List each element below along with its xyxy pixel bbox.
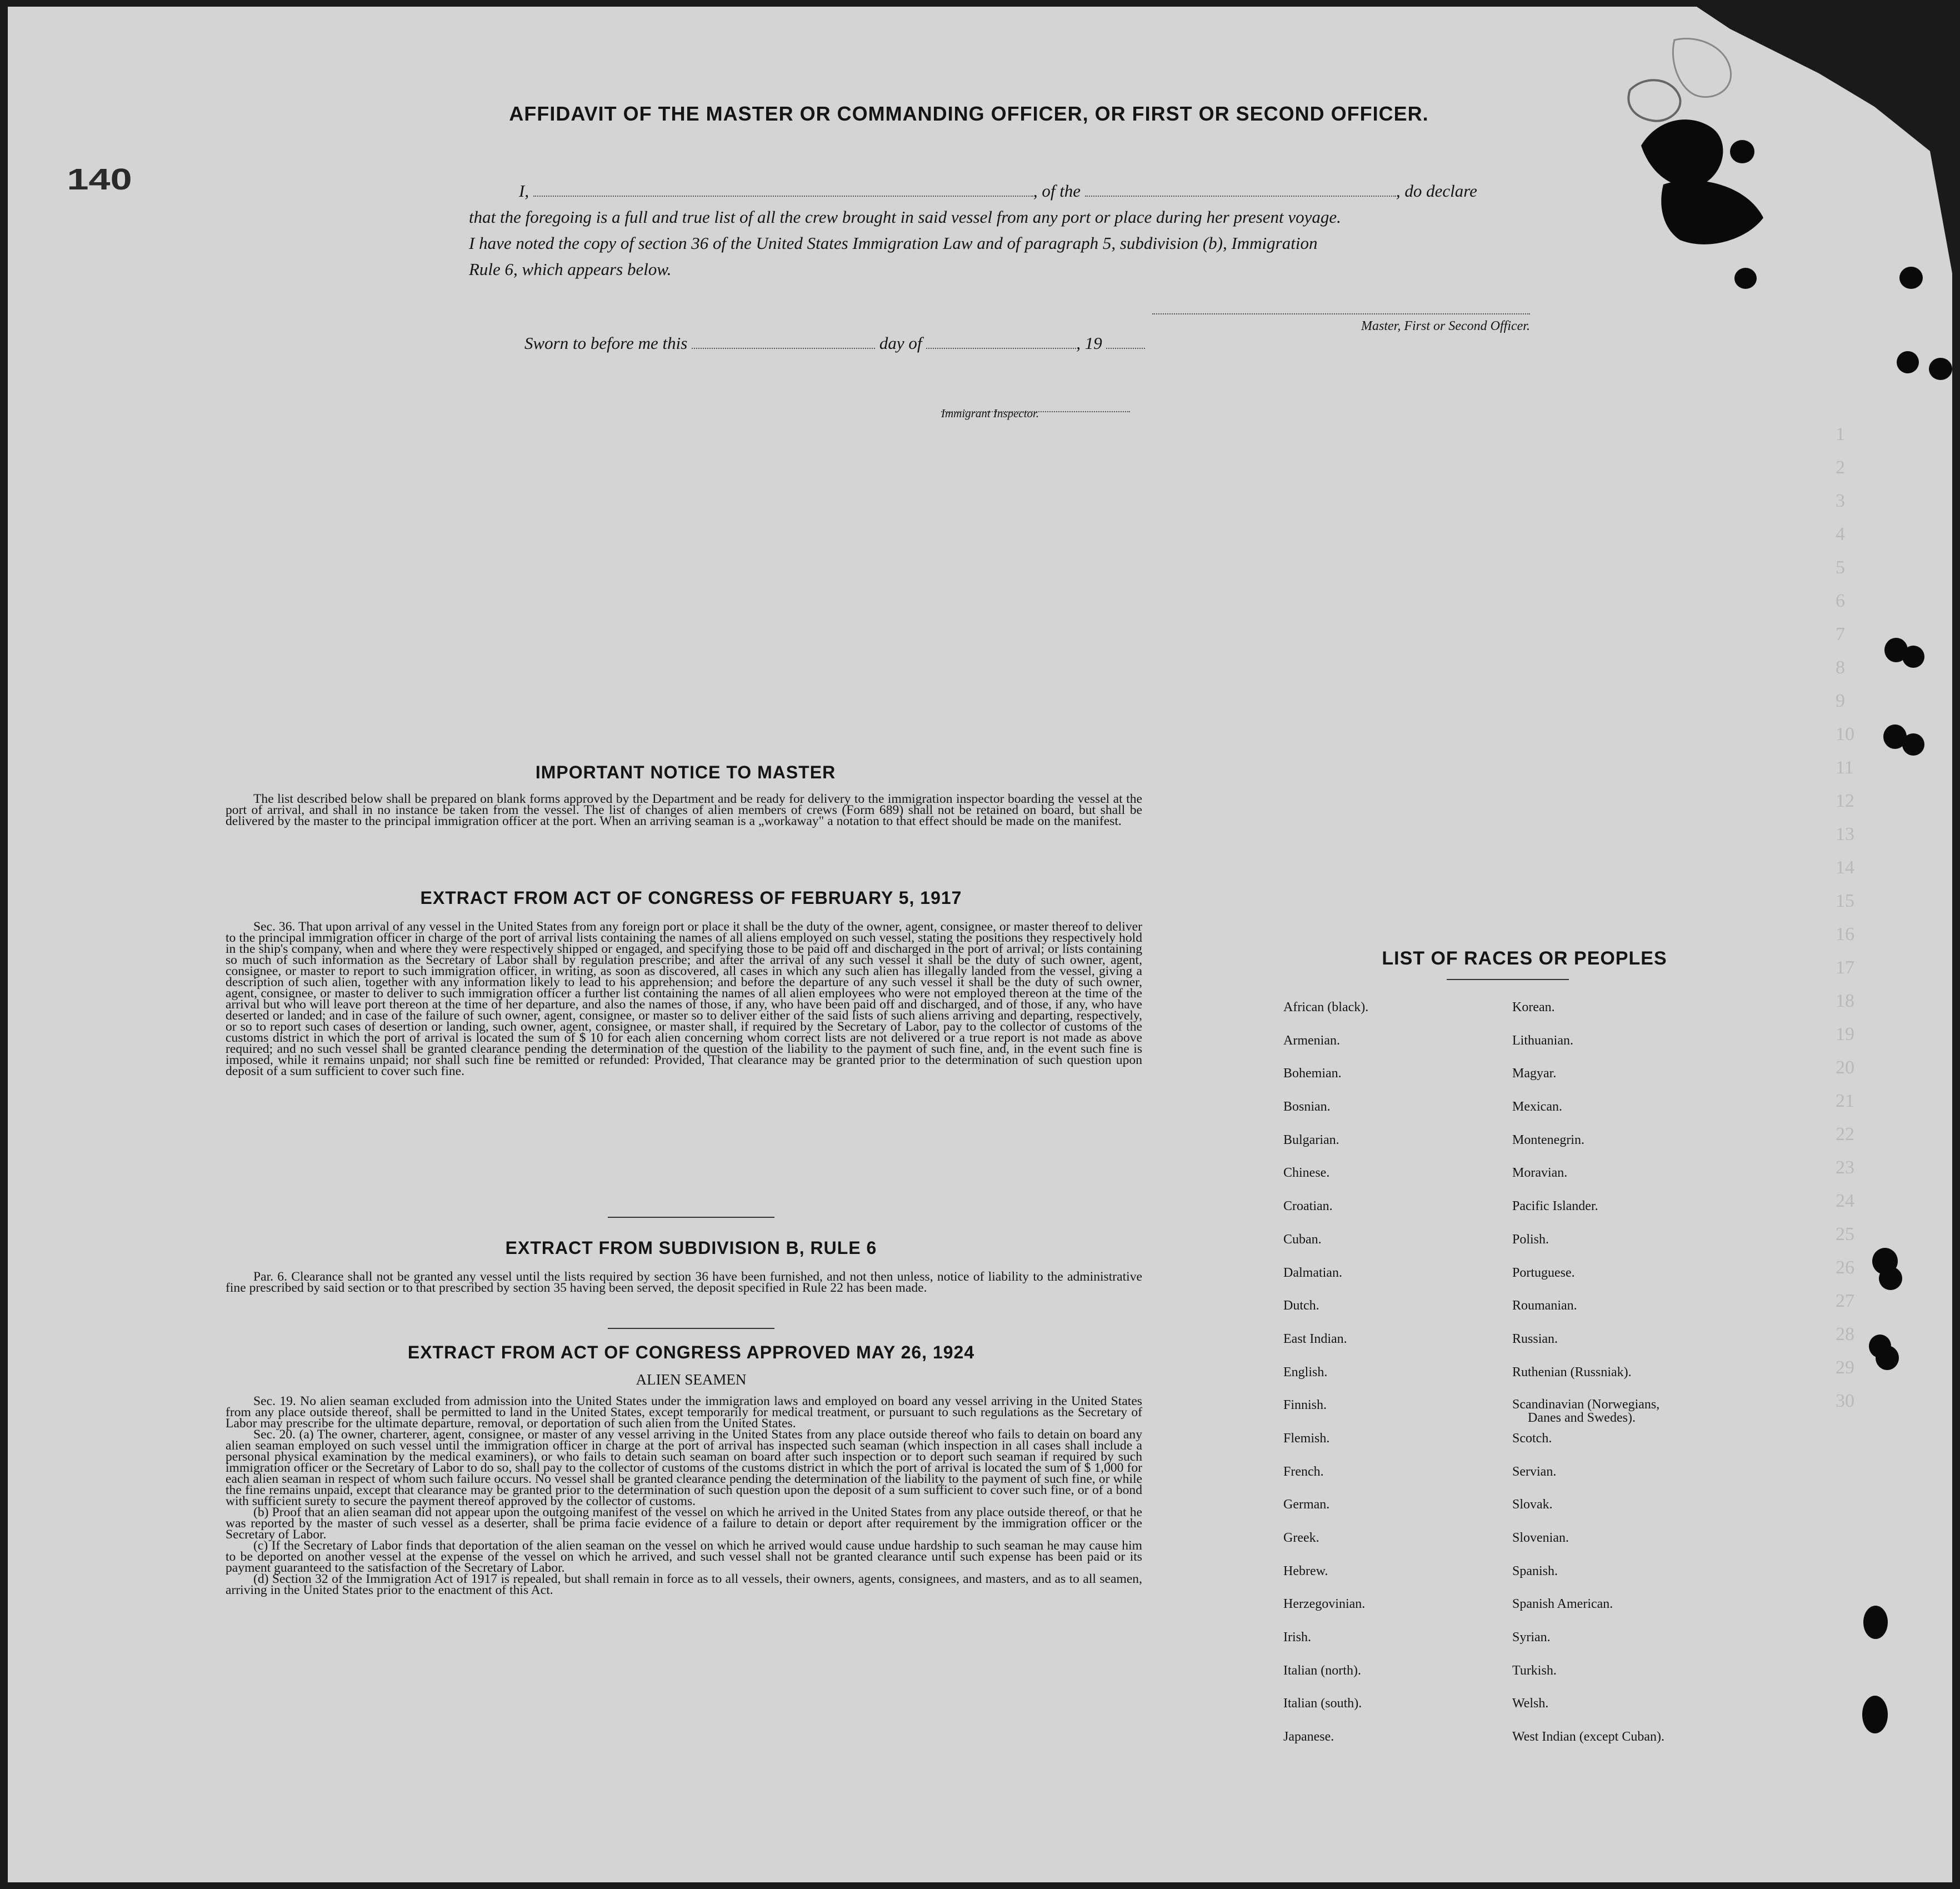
- race-item: Mexican.: [1512, 1100, 1562, 1115]
- race-item: Russian.: [1512, 1331, 1558, 1346]
- extract-1917-title: EXTRACT FROM ACT OF CONGRESS OF FEBRUARY 5, 1917: [420, 888, 962, 908]
- section-divider: [608, 1217, 774, 1218]
- extract-rule6-text: [226, 1271, 1142, 1293]
- race-item: Lithuanian.: [1512, 1033, 1573, 1048]
- race-item: Spanish American.: [1512, 1597, 1613, 1612]
- name-blank[interactable]: [533, 183, 1033, 197]
- race-item: Slovak.: [1512, 1497, 1553, 1512]
- race-item: Croatian.: [1283, 1199, 1333, 1214]
- affidavit-declare: , do declare: [1396, 181, 1477, 201]
- race-item: Irish.: [1283, 1630, 1311, 1645]
- sec-20c-paragraph: (c) If the Secretary of Labor finds that deportation of the alien seaman on the vessel on which he arrived would cause undue hardship to such seaman he may cause him to be deported on another vessel at the expense of the vessel on which he arrived, and such vessel shall not be granted clearance until such expense has been paid or its payment guaranteed to the satisfaction of the Secretary of Labor.: [226, 1538, 1142, 1575]
- race-item: Bosnian.: [1283, 1100, 1331, 1115]
- sworn-month-blank[interactable]: [926, 336, 1076, 349]
- affidavit-line-3: I have noted the copy of section 36 of the United States Immigration Law and of paragraph 5, subdivision (b), Immigration: [469, 233, 1318, 253]
- race-item: Montenegrin.: [1512, 1132, 1584, 1147]
- race-item: Italian (south).: [1283, 1696, 1362, 1711]
- punch-hole: [1876, 1346, 1899, 1370]
- race-item: Turkish.: [1512, 1663, 1557, 1678]
- sec-20a-paragraph: Sec. 20. (a) The owner, charterer, agent, consignee, or master of any vessel arriving in the United States from any place outside thereof who fails to detain on board any alien seaman employed on such vessel until the immigration officer in charge at the port of arrival has inspected such seaman (which inspection in all cases shall include a personal physical examination by the medical examiners), or who fails to detain such seaman on board after such inspection or to deport such seaman if required by such immigration officer or the Secretary of Labor to do so, shall pay to the collector of customs of the customs district in which the port of arrival is located the sum of $ 1,000 for each alien seaman in respect of whom such failure occurs. No vessel shall be granted clearance pending the determination of the liability to the payment of such fine, or while the fine remains unpaid, except that clearance may be granted prior to the determination of such question upon the deposit of a sum sufficient to cover such fine, or of a bond with sufficient surety to secure the payment thereof approved by the collector of customs.: [226, 1427, 1142, 1508]
- race-item: Servian.: [1512, 1464, 1557, 1479]
- races-right-column: [1512, 1000, 1664, 1763]
- race-item: English.: [1283, 1365, 1328, 1380]
- race-item: Japanese.: [1283, 1730, 1334, 1745]
- punch-hole: [1897, 351, 1919, 373]
- race-item: Italian (north).: [1283, 1663, 1361, 1678]
- sworn-line: [524, 333, 1145, 353]
- inspector-label: Immigrant Inspector.: [941, 407, 1039, 420]
- races-left-column: [1283, 1000, 1368, 1763]
- notice-paragraph: The list described below shall be prepared on blank forms approved by the Department and be ready for delivery to the immigration inspector boarding the vessel at the port of arrival, and shall in no instance be taken from the vessel. The list of changes of alien members of crews (Form 689) shall not be retained on board, but shall be delivered by the master to the principal immigration officer at the port. When an arriving seaman is a „workaway" a notation to that effect should be made on the manifest.: [226, 792, 1142, 828]
- par-6-paragraph: Par. 6. Clearance shall not be granted any vessel until the lists required by section 36 have been furnished, and not then unless, notice of liability to the administrative fine prescribed by said section or to that prescribed by section 35 having been served, the deposit specified in Rule 22 has been made.: [226, 1270, 1142, 1295]
- races-divider: [1447, 979, 1569, 980]
- punch-hole: [1902, 646, 1924, 668]
- notice-text: [226, 793, 1142, 827]
- sec-20d-paragraph: (d) Section 32 of the Immigration Act of 1917 is repealed, but shall remain in force as to all vessels, their owners, agents, consignees, and masters, and as to all seamen, arriving in the United States prior to the enactment of this Act.: [226, 1572, 1142, 1597]
- race-item: Scandinavian (Norwegians, Danes and Swedes).: [1512, 1398, 1664, 1431]
- punch-hole: [1902, 733, 1924, 756]
- extract-1924-title: EXTRACT FROM ACT OF CONGRESS APPROVED MAY 26, 1924: [407, 1342, 975, 1362]
- race-item: Dutch.: [1283, 1298, 1319, 1313]
- race-item: Roumanian.: [1512, 1298, 1577, 1313]
- affidavit-of-the: , of the: [1033, 181, 1081, 201]
- race-item: Bohemian.: [1283, 1066, 1342, 1081]
- notice-title: IMPORTANT NOTICE TO MASTER: [535, 762, 836, 782]
- punch-hole: [1879, 1267, 1902, 1290]
- affidavit-line-4: Rule 6, which appears below.: [469, 259, 672, 279]
- sworn-day: day of: [879, 333, 922, 353]
- race-item: Ruthenian (Russniak).: [1512, 1365, 1632, 1380]
- race-item: Korean.: [1512, 1000, 1555, 1015]
- race-item: Herzegovinian.: [1283, 1597, 1366, 1612]
- alien-seamen-subtitle: ALIEN SEAMEN: [636, 1371, 747, 1388]
- race-item: Chinese.: [1283, 1166, 1330, 1181]
- race-item: Dalmatian.: [1283, 1265, 1342, 1280]
- affidavit-body: [469, 178, 1536, 282]
- race-item: Cuban.: [1283, 1232, 1322, 1247]
- sec-19-paragraph: Sec. 19. No alien seaman excluded from admission into the United States under the immigration laws and employed on board any vessel arriving in the United States from any place outside thereof, shall be permitted to land in the United States, except temporarily for medical treatment, or pursuant to such regulations as the Secretary of Labor may prescribe for the ultimate departure, removal, or deportation of such alien from the United States.: [226, 1394, 1142, 1431]
- race-item: Greek.: [1283, 1531, 1319, 1545]
- punch-hole: [1862, 1696, 1888, 1733]
- sworn-year: , 19: [1076, 333, 1102, 353]
- race-item: Armenian.: [1283, 1033, 1340, 1048]
- sec-20b-paragraph: (b) Proof that an alien seaman did not appear upon the outgoing manifest of the vessel on which he arrived in the United States from any place outside thereof, or that he was reported by the master of such vessel as a deserter, shall be prima facie evidence of a failure to detain or deport after requirement by the immigration officer or the Secretary of Labor.: [226, 1505, 1142, 1542]
- extract-1924-text: [226, 1396, 1142, 1596]
- punch-hole: [1863, 1606, 1888, 1639]
- sworn-date-blank[interactable]: [692, 336, 875, 349]
- race-item: Hebrew.: [1283, 1563, 1328, 1578]
- race-item: Finnish.: [1283, 1398, 1327, 1413]
- race-item: East Indian.: [1283, 1331, 1347, 1346]
- torn-corner: [1563, 7, 1952, 351]
- margin-mark: 140: [67, 163, 132, 196]
- race-item: Welsh.: [1512, 1696, 1549, 1711]
- race-item: German.: [1283, 1497, 1330, 1512]
- sec-36-paragraph: Sec. 36. That upon arrival of any vessel in the United States from any foreign port or place it shall be the duty of the owner, agent, consignee, or master thereof to deliver to the principal immigration officer in charge of the port of arrival lists containing the names of all aliens employed on such vessel, stating the positions they respectively hold in the ship's company, when and where they were respectively shipped or engaged, and specifying those to be paid off and discharged in the port of arrival; or lists containing so much of such information as the Secretary of Labor shall by regulation prescribe; and after the arrival of any such vessel it shall be the duty of such owner, agent, consignee, or master to report to such immigration officer, in writing, as soon as discovered, all cases in which any such alien has illegally landed from the vessel, giving a description of such alien, together with any information likely to lead to his apprehension; and before the departure of any such vessel it shall be the duty of such owner, agent, consignee, or master to deliver to such immigration officer a further list containing the names of all alien employees who were not employed thereon at the time of the arrival but who will leave port thereon at the time of her departure, and also the names of those, if any, who have been paid off and discharged, and of those, if any, who have deserted or landed; and in case of the failure of such owner, agent, consignee, or master so to deliver either of the said lists of such aliens arriving and departing, respectively, or so to report such cases of desertion or landing, such owner, agent, consignee, or master shall, if required by the Secretary of Labor, pay to the collector of customs of the customs district in which the port of arrival is located the sum of $ 10 for each alien concerning whom correct lists are not delivered or a true report is not made as above required; and no such vessel shall be granted clearance pending the determination of the question of the liability to the payment of such fine, and, in the event such fine is imposed, while it remains unpaid; nor shall such fine be remitted or refunded: Provided, That clearance may be granted prior to the determination of such question upon deposit of a sum sufficient to cover such fine.: [226, 919, 1142, 1078]
- vessel-blank[interactable]: [1085, 183, 1396, 197]
- race-item: Bulgarian.: [1283, 1132, 1339, 1147]
- race-item: Moravian.: [1512, 1166, 1568, 1181]
- affidavit-title: AFFIDAVIT OF THE MASTER OR COMMANDING OFFICER, OR FIRST OR SECOND OFFICER.: [509, 102, 1429, 125]
- race-item: French.: [1283, 1464, 1324, 1479]
- affidavit-line-2: that the foregoing is a full and true list of all the crew brought in said vessel from any port or place during her present voyage.: [469, 207, 1341, 227]
- race-item: Scotch.: [1512, 1431, 1552, 1446]
- race-item: Syrian.: [1512, 1630, 1551, 1645]
- extract-1917-text: [226, 921, 1142, 1077]
- affidavit-i: I,: [519, 181, 529, 201]
- race-item: West Indian (except Cuban).: [1512, 1730, 1664, 1745]
- signature-line[interactable]: [1152, 313, 1530, 314]
- extract-rule6-title: EXTRACT FROM SUBDIVISION B, RULE 6: [505, 1238, 877, 1258]
- section-divider: [608, 1328, 774, 1329]
- bleed-through-row-numbers: 1 2 3 4 5 6 7 8 9 10 11 12 13 14 15 16 17 18 19 20 21 22 23 24 25 26 27 28 29 30: [1836, 424, 1854, 1411]
- race-item: African (black).: [1283, 1000, 1369, 1015]
- sworn-year-blank[interactable]: [1106, 336, 1145, 349]
- races-title: LIST OF RACES OR PEOPLES: [1382, 948, 1667, 969]
- document-sheet: [8, 7, 1952, 1882]
- race-item: Flemish.: [1283, 1431, 1330, 1446]
- race-item: Spanish.: [1512, 1563, 1558, 1578]
- race-item-continuation: Danes and Swedes).: [1528, 1411, 1636, 1426]
- sworn-prefix: Sworn to before me this: [524, 333, 688, 353]
- race-item: Magyar.: [1512, 1066, 1557, 1081]
- signature-label: Master, First or Second Officer.: [1361, 319, 1530, 333]
- race-item: Polish.: [1512, 1232, 1549, 1247]
- race-item: Pacific Islander.: [1512, 1199, 1598, 1214]
- race-item: Portuguese.: [1512, 1265, 1575, 1280]
- race-item: Slovenian.: [1512, 1531, 1569, 1545]
- punch-hole: [1929, 358, 1952, 380]
